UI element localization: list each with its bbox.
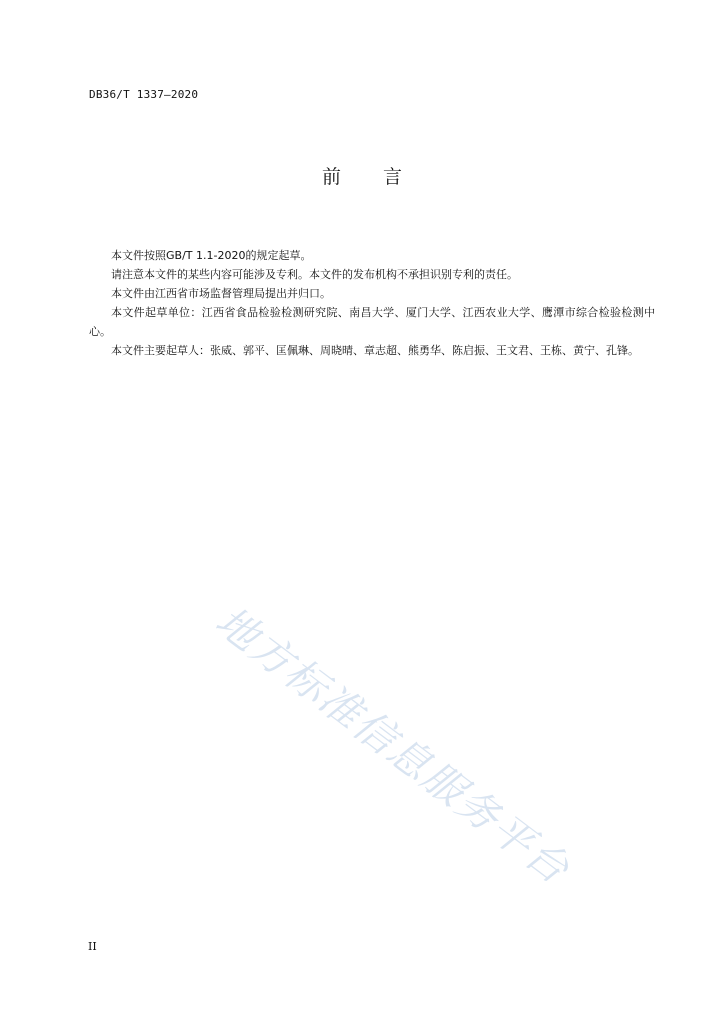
paragraph-patent-notice: 请注意本文件的某些内容可能涉及专利。本文件的发布机构不承担识别专利的责任。 — [111, 268, 518, 281]
page-number: II — [88, 940, 97, 953]
document-code: DB36/T 1337—2020 — [89, 88, 199, 101]
foreword-body — [89, 246, 655, 360]
paragraph-proposer: 本文件由江西省市场监督管理局提出并归口。 — [111, 287, 331, 300]
watermark-text: 地方标准信息服务平台 — [206, 596, 580, 894]
paragraph-drafters: 本文件主要起草人：张威、郭平、匡佩琳、周晓晴、章志超、熊勇华、陈启振、王文君、王栋、黄宁、孔锋。 — [111, 344, 639, 357]
page-title: 前言 — [321, 166, 444, 188]
paragraph-drafting-rule: 本文件按照GB/T 1.1-2020的规定起草。 — [111, 249, 312, 262]
paragraph-drafting-units: 本文件起草单位：江西省食品检验检测研究院、南昌大学、厦门大学、江西农业大学、鹰潭市综合检验检测中心。 — [89, 306, 655, 338]
